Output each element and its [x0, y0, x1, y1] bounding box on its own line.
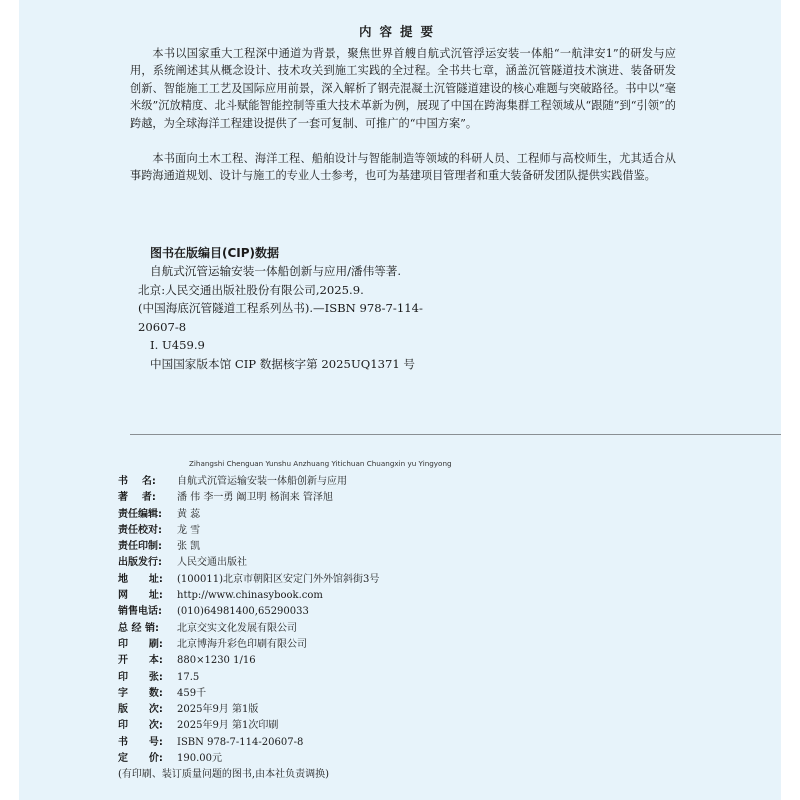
info-row-distributor: [118, 621, 379, 637]
summary-paragraph-1: 本书以国家重大工程深中通道为背景，聚焦世界首艘自航式沉管浮运安装一体船“一航津安1”的研发与应用，系统阐述其从概念设计、技术攻关到施工实践的全过程。全书共七章，涵盖沉管隧道技术演进、装备研发创新、智能施工工艺及国际应用前景，深入解析了钢壳混凝土沉管隧道建设的核心难题与突破路径。书中以“毫米级”沉放精度、北斗赋能智能控制等重大技术革新为例，展现了中国在跨海集群工程领域从“跟随”到“引领”的跨越，为全球海洋工程建设提供了一套可复制、可推广的“中国方案”。: [130, 47, 676, 130]
copyright-info: [118, 474, 379, 784]
info-value: 459千: [177, 687, 207, 699]
info-label: 销售电话:: [118, 606, 162, 618]
info-row-title: [118, 474, 379, 490]
info-row-format: [118, 653, 379, 669]
cip-line-classification: Ⅰ. U459.9: [150, 338, 205, 353]
info-value: 880×1230 1/16: [177, 655, 256, 667]
info-value: 17.5: [177, 671, 200, 683]
info-value: ISBN 978-7-114-20607-8: [177, 736, 304, 748]
info-label: 责任校对:: [118, 524, 162, 536]
info-value: (010)64981400,65290033: [177, 606, 309, 618]
info-label: 著 者:: [118, 492, 156, 504]
cip-line-isbn-tail: 20607-8: [138, 319, 187, 334]
info-row-price: [118, 751, 379, 767]
info-label: 责任编辑:: [118, 508, 162, 520]
section-divider: [130, 434, 781, 435]
info-row-printer: [118, 637, 379, 653]
info-value: 潘 伟 李一勇 阚卫明 杨润来 管泽旭: [177, 492, 333, 504]
info-label: 印 次:: [118, 720, 163, 732]
title-pinyin: Zihangshi Chenguan Yunshu Anzhuang Yitichuan Chuangxin yu Yingyong: [189, 459, 452, 468]
info-row-authors: [118, 490, 379, 506]
info-row-phone: [118, 604, 379, 620]
info-label: 书 号:: [118, 736, 163, 748]
info-label: 责任印制:: [118, 541, 162, 553]
info-row-sheets: [118, 670, 379, 686]
info-row-address: [118, 572, 379, 588]
info-label: 印 刷:: [118, 638, 163, 650]
info-value: 北京博海升彩色印刷有限公司: [177, 638, 307, 650]
cip-record: [138, 262, 478, 374]
cip-line-cip-number: 中国国家版本馆 CIP 数据核字第 2025UQ1371 号: [150, 356, 415, 371]
quality-note: (有印刷、装订质量问题的图书,由本社负责调换): [118, 769, 329, 781]
summary-paragraph-2: 本书面向土木工程、海洋工程、船舶设计与智能制造等领域的科研人员、工程师与高校师生，尤其适合从事跨海通道规划、设计与施工的专业人士参考，也可为基建项目管理者和重大装备研发团队提供实践借鉴。: [130, 152, 676, 183]
info-label: 版 次:: [118, 704, 163, 716]
info-row-website: [118, 588, 379, 604]
info-row-publisher: [118, 555, 379, 571]
info-value: 人民交通出版社: [177, 557, 247, 569]
info-label: 网 址:: [118, 590, 163, 602]
info-value: 黄 蕊: [177, 508, 201, 520]
summary-title: 内容提要: [358, 24, 441, 39]
info-value: 张 凯: [177, 541, 201, 553]
info-label: 印 张:: [118, 671, 163, 683]
info-label: 定 价:: [118, 753, 163, 765]
info-value: 190.00元: [177, 753, 222, 765]
info-row-editor: [118, 507, 379, 523]
info-label: 地 址:: [118, 573, 163, 585]
info-label: 出版发行:: [118, 557, 162, 569]
cip-line-title: 自航式沉管运输安装一体船创新与应用/潘伟等著.: [150, 264, 402, 278]
info-value: 龙 雪: [177, 524, 201, 536]
info-label: 开 本:: [118, 655, 163, 667]
info-row-isbn: [118, 735, 379, 751]
cip-title: 图书在版编目(CIP)数据: [150, 246, 280, 260]
copyright-page: [19, 0, 781, 800]
info-value: 北京交实文化发展有限公司: [177, 622, 297, 634]
info-value: 2025年9月 第1版: [177, 704, 259, 716]
info-row-print-manager: [118, 539, 379, 555]
cip-line-series: (中国海底沉管隧道工程系列丛书).—ISBN 978-7-114-: [138, 301, 423, 316]
website-link[interactable]: http://www.chinasybook.com: [177, 590, 323, 602]
info-value: (100011)北京市朝阳区安定门外外馆斜街3号: [177, 573, 380, 585]
info-row-edition: [118, 702, 379, 718]
cip-line-publisher: 北京:人民交通出版社股份有限公司,2025.9.: [138, 282, 364, 297]
info-value: 自航式沉管运输安装一体船创新与应用: [177, 476, 347, 487]
info-label: 总 经 销:: [118, 622, 159, 634]
info-row-proofreader: [118, 523, 379, 539]
info-row-printing: [118, 718, 379, 734]
info-value: 2025年9月 第1次印刷: [177, 720, 279, 732]
info-label: 书 名:: [118, 476, 156, 487]
info-label: 字 数:: [118, 687, 163, 699]
info-row-word-count: [118, 686, 379, 702]
